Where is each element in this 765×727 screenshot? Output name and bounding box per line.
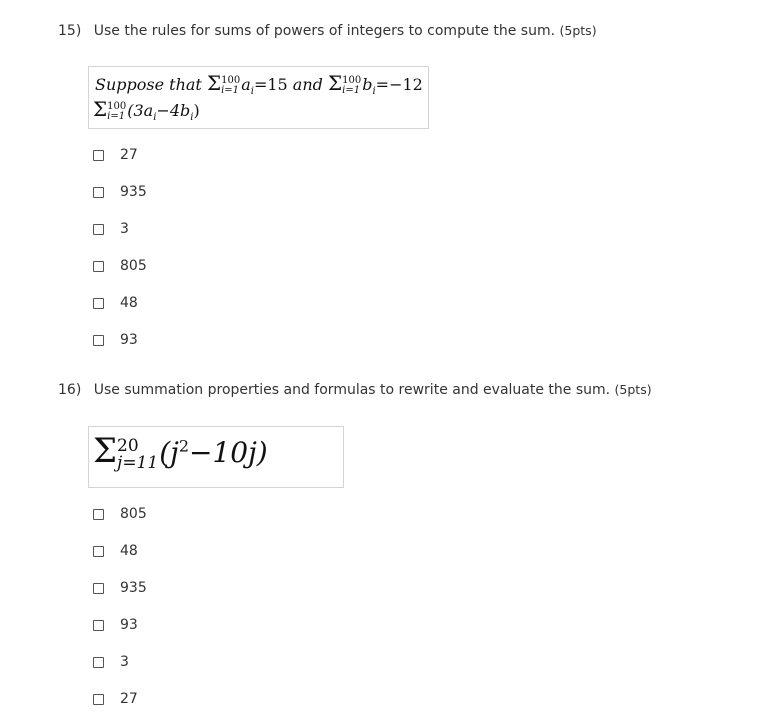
checkbox[interactable] — [93, 546, 104, 557]
question-15-option-1[interactable] — [93, 146, 138, 164]
checkbox[interactable] — [93, 620, 104, 631]
sum-upper-limit: 100 — [342, 74, 362, 86]
option-label: 27 — [120, 691, 138, 707]
question-15 — [58, 22, 748, 40]
sum-upper-limit: 100 — [221, 74, 241, 86]
option-label: 805 — [120, 258, 147, 274]
checkbox[interactable] — [93, 583, 104, 594]
question-15-option-2[interactable] — [93, 183, 147, 201]
question-16-prompt — [58, 381, 748, 399]
checkbox[interactable] — [93, 224, 104, 235]
checkbox[interactable] — [93, 150, 104, 161]
checkbox[interactable] — [93, 509, 104, 520]
math-line — [93, 431, 268, 472]
sum-expression-b: −4b — [156, 101, 191, 120]
option-label: 48 — [120, 543, 138, 559]
question-15-math-expression — [88, 66, 429, 129]
option-label: 48 — [120, 295, 138, 311]
question-16-option-3[interactable] — [93, 579, 147, 597]
question-16-option-4[interactable] — [93, 616, 138, 634]
question-16-option-6[interactable] — [93, 690, 138, 708]
sum-equals: =−12 — [375, 75, 423, 94]
question-16-option-1[interactable] — [93, 505, 147, 523]
math-line-2 — [93, 97, 200, 123]
sum-term-subscript: i — [372, 86, 376, 98]
sum-equals: =15 — [253, 75, 288, 94]
math-prefix: Suppose that — [95, 75, 202, 94]
sigma-symbol: Σ — [206, 71, 222, 95]
sum-limits — [342, 76, 361, 96]
sigma-symbol: Σ — [93, 431, 118, 471]
option-label: 805 — [120, 506, 147, 522]
question-15-text: Use the rules for sums of powers of integers to compute the sum. — [93, 23, 556, 39]
question-16-math-expression — [88, 426, 344, 488]
question-15-option-3[interactable] — [93, 220, 129, 238]
checkbox[interactable] — [93, 335, 104, 346]
question-15-number: 15) — [58, 23, 82, 39]
sum-lower-limit: i=1 — [221, 84, 240, 96]
checkbox[interactable] — [93, 657, 104, 668]
sum-limits — [117, 435, 159, 473]
option-label: 93 — [120, 332, 138, 348]
sum-limits — [107, 102, 126, 122]
question-16-option-2[interactable] — [93, 542, 138, 560]
question-15-option-6[interactable] — [93, 331, 138, 349]
question-16-points: (5pts) — [614, 382, 652, 397]
sum-lower-limit: i=1 — [107, 110, 126, 122]
sum-expression-exponent: 2 — [178, 436, 189, 456]
question-15-option-4[interactable] — [93, 257, 147, 275]
question-16 — [58, 381, 748, 399]
option-label: 3 — [120, 221, 129, 237]
checkbox[interactable] — [93, 298, 104, 309]
question-15-option-5[interactable] — [93, 294, 138, 312]
sum-lower-limit: j=11 — [117, 452, 159, 473]
question-15-prompt — [58, 22, 748, 40]
sum-expression-close: ) — [193, 101, 200, 120]
checkbox[interactable] — [93, 694, 104, 705]
sigma-symbol: Σ — [93, 97, 108, 121]
question-16-option-5[interactable] — [93, 653, 129, 671]
sum-lower-limit: i=1 — [342, 84, 361, 96]
checkbox[interactable] — [93, 187, 104, 198]
math-connector: and — [292, 75, 323, 94]
option-label: 935 — [120, 580, 147, 596]
sum-term: a — [241, 75, 251, 94]
option-label: 27 — [120, 147, 138, 163]
sum-term-subscript: i — [250, 86, 254, 98]
math-line-1 — [95, 71, 423, 97]
option-label: 93 — [120, 617, 138, 633]
option-label: 3 — [120, 654, 129, 670]
sum-expression-a-subscript: i — [153, 112, 157, 124]
question-15-points: (5pts) — [559, 23, 597, 38]
question-16-number: 16) — [58, 382, 82, 398]
checkbox[interactable] — [93, 261, 104, 272]
sum-expression-open: (j — [159, 436, 179, 469]
sum-term: b — [362, 75, 373, 94]
sum-expression-b-subscript: i — [190, 112, 194, 124]
sum-upper-limit: 20 — [117, 435, 139, 456]
sum-limits — [221, 76, 240, 96]
sum-expression-a: (3a — [127, 101, 154, 120]
sigma-symbol: Σ — [327, 71, 343, 95]
sum-expression-rest: −10j) — [189, 436, 268, 469]
question-16-text: Use summation properties and formulas to rewrite and evaluate the sum. — [93, 382, 611, 398]
sum-upper-limit: 100 — [107, 100, 127, 112]
option-label: 935 — [120, 184, 147, 200]
